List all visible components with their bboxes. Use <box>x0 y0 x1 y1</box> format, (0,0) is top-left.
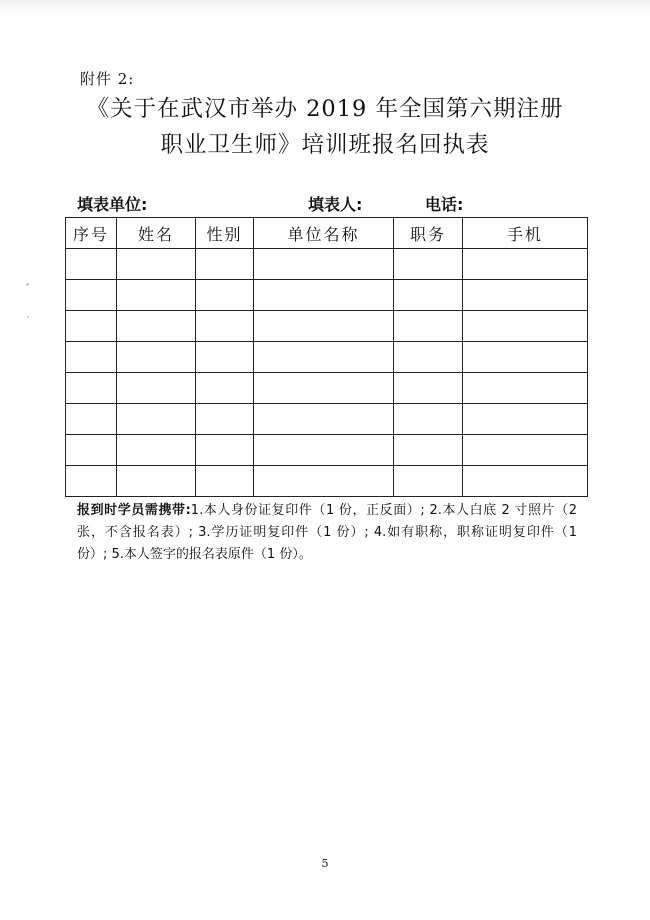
table-cell[interactable] <box>66 373 117 404</box>
table-row <box>66 249 588 280</box>
table-cell[interactable] <box>66 280 117 311</box>
table-cell[interactable] <box>463 342 588 373</box>
table-cell[interactable] <box>394 435 463 466</box>
table-cell[interactable] <box>117 404 196 435</box>
table-cell[interactable] <box>463 280 588 311</box>
document-title-line-1: 《关于在武汉市举办 2019 年全国第六期注册 <box>86 96 564 122</box>
table-cell[interactable] <box>463 249 588 280</box>
table-cell[interactable] <box>254 311 394 342</box>
table-cell[interactable] <box>254 373 394 404</box>
scan-speck <box>27 316 29 318</box>
table-header-row <box>66 218 588 249</box>
table-cell[interactable] <box>463 373 588 404</box>
table-cell[interactable] <box>254 249 394 280</box>
table-cell[interactable] <box>463 311 588 342</box>
table-cell[interactable] <box>66 435 117 466</box>
table-cell[interactable] <box>196 466 254 497</box>
page-number: 5 <box>321 857 329 870</box>
table-row <box>66 311 588 342</box>
table-cell[interactable] <box>196 373 254 404</box>
scan-shadow <box>0 0 650 16</box>
table-cell[interactable] <box>196 435 254 466</box>
table-cell[interactable] <box>196 404 254 435</box>
table-cell[interactable] <box>254 435 394 466</box>
attachment-label: 附件 2: <box>80 70 135 88</box>
registration-table <box>65 217 588 497</box>
notes-text: 1.本人身份证复印件（1 份，正反面）; 2.本人白底 2 寸照片（2 张，不含报名表）; 3.学历证明复印件（1 份）; 4.如有职称，职称证明复印件（1 份）; 5.本人签字的报名表原件（1 份）。 <box>77 503 577 562</box>
table-cell[interactable] <box>394 466 463 497</box>
document-title-line-2: 职业卫生师》培训班报名回执表 <box>160 132 490 158</box>
table-cell[interactable] <box>394 373 463 404</box>
table-cell[interactable] <box>463 435 588 466</box>
scan-speck <box>26 283 29 286</box>
table-cell[interactable] <box>463 404 588 435</box>
table-cell[interactable] <box>196 311 254 342</box>
table-cell[interactable] <box>117 466 196 497</box>
fill-phone-label: 电话: <box>425 195 464 214</box>
fill-unit-label: 填表单位: <box>77 195 148 214</box>
table-row <box>66 373 588 404</box>
table-row <box>66 435 588 466</box>
table-cell[interactable] <box>196 342 254 373</box>
table-row <box>66 342 588 373</box>
header-position: 职务 <box>394 218 463 249</box>
table-cell[interactable] <box>66 311 117 342</box>
table-cell[interactable] <box>117 280 196 311</box>
table-cell[interactable] <box>394 249 463 280</box>
table-cell[interactable] <box>254 466 394 497</box>
table-cell[interactable] <box>394 280 463 311</box>
table-cell[interactable] <box>117 342 196 373</box>
table-cell[interactable] <box>66 342 117 373</box>
table-cell[interactable] <box>394 311 463 342</box>
header-name: 姓名 <box>117 218 196 249</box>
header-organization: 单位名称 <box>254 218 394 249</box>
table-cell[interactable] <box>394 342 463 373</box>
fill-in-row <box>0 192 650 214</box>
table-cell[interactable] <box>66 249 117 280</box>
table-cell[interactable] <box>66 404 117 435</box>
table-cell[interactable] <box>254 280 394 311</box>
notes-paragraph <box>77 500 577 566</box>
table-cell[interactable] <box>117 249 196 280</box>
header-serial-number: 序号 <box>66 218 117 249</box>
table-cell[interactable] <box>254 404 394 435</box>
table-cell[interactable] <box>196 249 254 280</box>
table-cell[interactable] <box>117 373 196 404</box>
table-cell[interactable] <box>463 466 588 497</box>
header-mobile: 手机 <box>463 218 588 249</box>
table-cell[interactable] <box>117 311 196 342</box>
table-cell[interactable] <box>394 404 463 435</box>
table-cell[interactable] <box>66 466 117 497</box>
table-row <box>66 280 588 311</box>
fill-person-label: 填表人: <box>308 195 363 214</box>
table-row <box>66 466 588 497</box>
header-gender: 性别 <box>196 218 254 249</box>
table-row <box>66 404 588 435</box>
table-cell[interactable] <box>254 342 394 373</box>
table-cell[interactable] <box>117 435 196 466</box>
notes-label: 报到时学员需携带: <box>77 503 191 518</box>
table-cell[interactable] <box>196 280 254 311</box>
